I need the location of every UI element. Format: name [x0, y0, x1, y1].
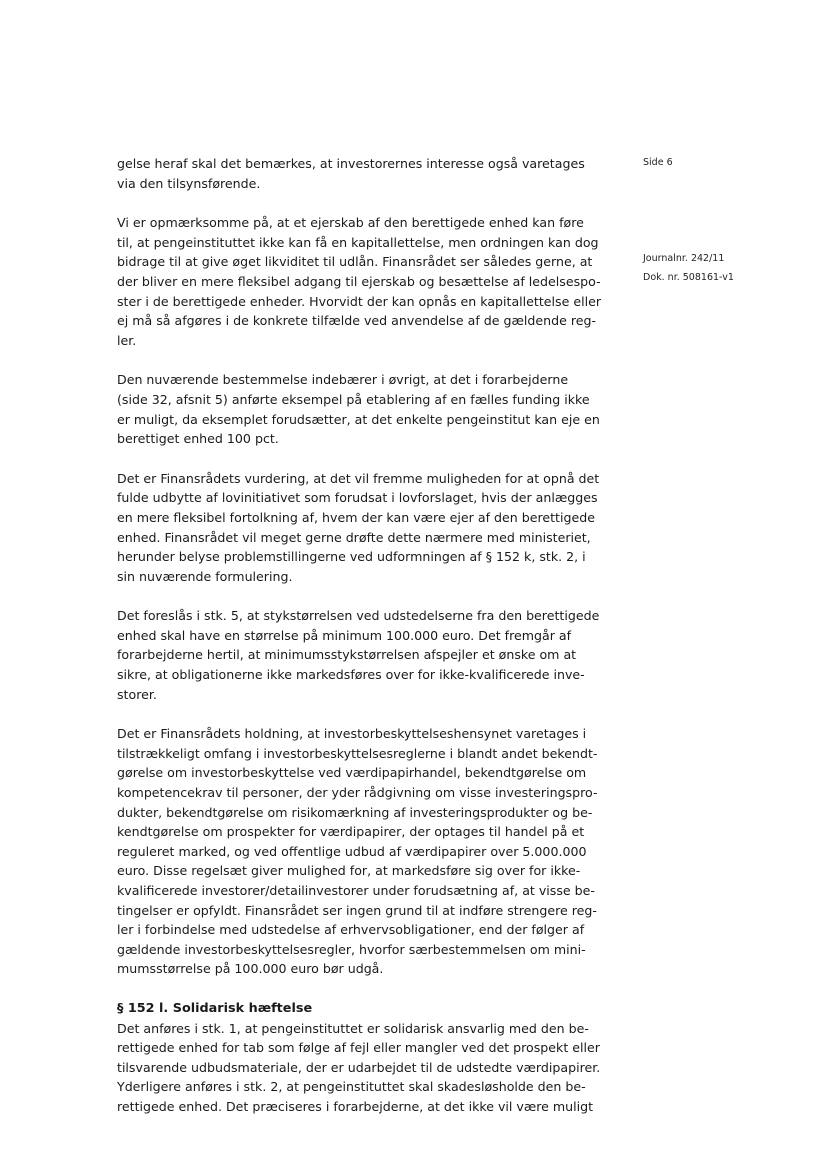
- paragraph-1: gelse heraf skal det bemærkes, at investorernes interesse også varetages via den tilsynsførende.: [117, 156, 585, 191]
- paragraph-7: Det anføres i stk. 1, at pengeinstituttet er solidarisk ansvarlig med den be- rettigede enhed for tab som følge af fejl eller mangler ved det prospekt eller tilsvarende udbudsmateriale, der er udarbejdet til de udstedte værdipapirer. Yderligere anføres i stk. 2, at pengeinstituttet skal skadesløsholde den be- rettigede enhed. Det præciseres i forarbejderne, at det ikke vil være muligt: [117, 1020, 601, 1114]
- page-number: Side 6: [643, 157, 673, 168]
- document-number: Dok. nr. 508161-v1: [643, 272, 734, 283]
- paragraph-4: Det er Finansrådets vurdering, at det vil fremme muligheden for at opnå det fulde udbytte af lovinitiativet som forudsat i lovforslaget, hvis der anlægges en mere fleksibel fortolkning af, hvem der kan være ejer af den berettigede enhed. Finansrådet vil meget gerne drøfte dette nærmere med ministeriet, herunder belyse problemstillingerne ved udformningen af § 152 k, stk. 2, i sin nuværende formulering.: [117, 470, 600, 584]
- document-body: [117, 154, 607, 1117]
- section-heading: § 152 l. Solidarisk hæftelse: [117, 1000, 313, 1016]
- paragraph-2: Vi er opmærksomme på, at et ejerskab af den berettigede enhed kan føre til, at pengeinstituttet ikke kan få en kapitallettelse, men ordningen kan dog bidrage til at give øget likviditet til udlån. Finansrådet ser således gerne, at der bliver en mere fleksibel adgang til ejerskab og besættelse af ledelsespo- ster i de berettigede enheder. Hvorvidt der kan opnås en kapitallettelse eller ej må så afgøres i de konkrete tilfælde ved anvendelse af de gældende reg- ler.: [117, 215, 602, 348]
- paragraph-6: Det er Finansrådets holdning, at investorbeskyttelseshensynet varetages i tilstrækkeligt omfang i investorbeskyttelsesreglerne i blandt andet bekendt- gørelse om investorbeskyttelse ved værdipapirhandel, bekendtgørelse om kompetencekrav til personer, der yder rådgivning om visse investeringspro- dukter, bekendtgørelse om risikomærkning af investeringsprodukter og be- kendtgørelse om prospekter for værdipapirer, der optages til handel på et reguleret marked, og ved offentlige udbud af værdipapirer over 5.000.000 euro. Disse regelsæt giver mulighed for, at markedsføre sig over for ikke- kvalificerede investorer/detailinvestorer under forudsætning af, at visse be- tingelser er opfyldt. Finansrådet ser ingen grund til at indføre strengere reg- ler i forbindelse med udstedelse af erhvervsobligationer, end der følger af gældende investorbeskyttelsesregler, hvorfor særbestemmelsen om mini- mumsstørrelse på 100.000 euro bør udgå.: [117, 726, 598, 977]
- paragraph-3: Den nuværende bestemmelse indebærer i øvrigt, at det i forarbejderne (side 32, afsnit 5) anførte eksempel på etablering af en fælles funding ikke er muligt, da eksemplet forudsætter, at det enkelte pengeinstitut kan eje en berettiget enhed 100 pct.: [117, 372, 600, 447]
- journal-number: Journalnr. 242/11: [643, 253, 725, 264]
- paragraph-5: Det foreslås i stk. 5, at stykstørrelsen ved udstedelserne fra den berettigede enhed skal have en størrelse på minimum 100.000 euro. Det fremgår af forarbejderne hertil, at minimumsstykstørrelsen afspejler et ønske om at sikre, at obligationerne ikke markedsføres over for ikke-kvalificerede inve- storer.: [117, 608, 600, 702]
- document-reference: [643, 249, 803, 287]
